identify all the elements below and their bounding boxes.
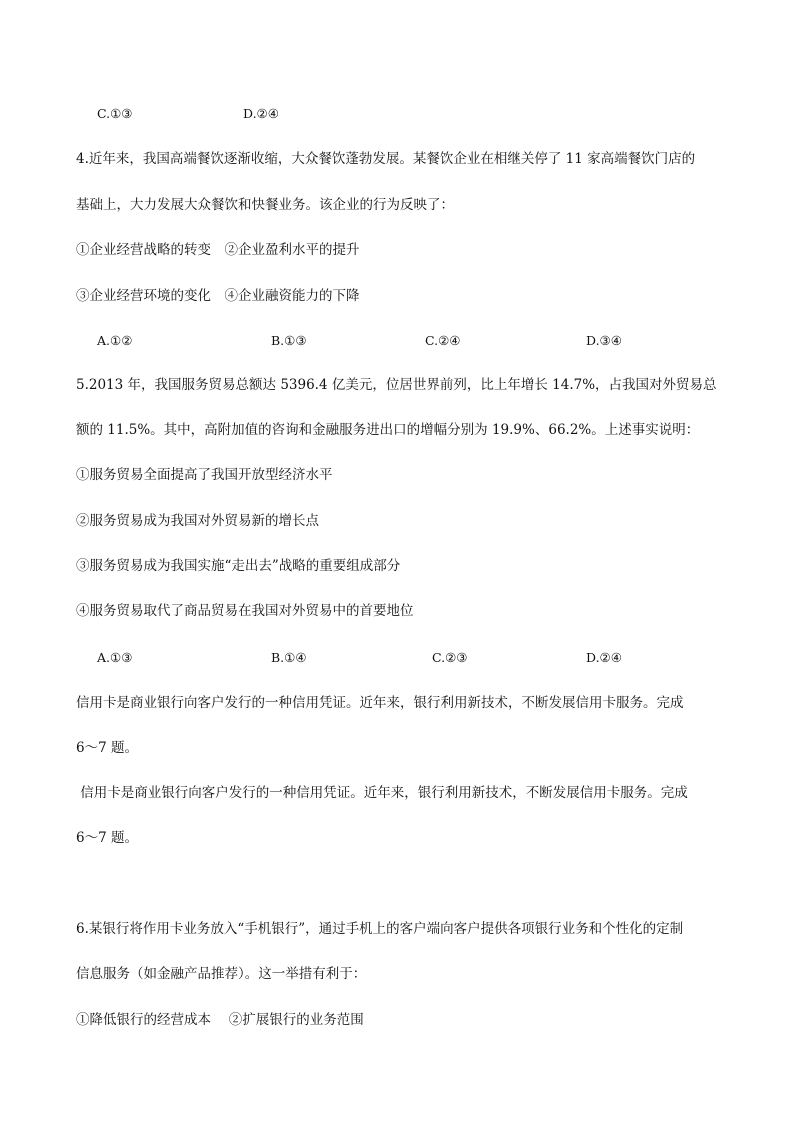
q4-stem-line2: 基础上，大力发展大众餐饮和快餐业务。该企业的行为反映了： bbox=[76, 197, 454, 213]
intro-passage-repeat-line2: 6～7 题。 bbox=[76, 830, 138, 846]
intro-passage-line2: 6～7 题。 bbox=[76, 740, 138, 756]
q4-items-line1: ①企业经营战略的转变 ②企业盈利水平的提升 bbox=[76, 242, 360, 258]
q5-item-4: ④服务贸易取代了商品贸易在我国对外贸易中的首要地位 bbox=[76, 603, 414, 619]
q5-item-3: ③服务贸易成为我国实施“走出去”战略的重要组成部分 bbox=[76, 558, 401, 574]
q3-option-c: C.①③ bbox=[97, 106, 133, 121]
q5-option-d: D.②④ bbox=[586, 650, 622, 665]
q4-option-c: C.②④ bbox=[425, 333, 461, 348]
q5-item-2: ②服务贸易成为我国对外贸易新的增长点 bbox=[76, 513, 319, 529]
q5-stem-line1: 5.2013 年，我国服务贸易总额达 5396.4 亿美元，位居世界前列，比上年增长 14.7%，占我国对外贸易总 bbox=[76, 377, 717, 393]
q6-items-line1: ①降低银行的经营成本 ②扩展银行的业务范围 bbox=[76, 1012, 364, 1028]
q4-option-d: D.③④ bbox=[586, 333, 622, 348]
q4-stem-line1: 4.近年来，我国高端餐饮逐渐收缩，大众餐饮蓬勃发展。某餐饮企业在相继关停了 11 家高端餐饮门店的 bbox=[76, 151, 696, 167]
q5-option-b: B.①④ bbox=[271, 650, 307, 665]
q5-option-a: A.①③ bbox=[97, 650, 133, 665]
q6-stem-line1: 6.某银行将作用卡业务放入“手机银行”，通过手机上的客户端向客户提供各项银行业务和个性化的定制 bbox=[76, 921, 684, 937]
q3-option-d: D.②④ bbox=[243, 106, 279, 121]
q5-item-1: ①服务贸易全面提高了我国开放型经济水平 bbox=[76, 467, 333, 483]
q5-option-c: C.②③ bbox=[432, 650, 468, 665]
q5-stem-line2: 额的 11.5%。其中，高附加值的咨询和金融服务进出口的增幅分别为 19.9%、66.2%。上述事实说明： bbox=[76, 422, 700, 438]
intro-passage-line1: 信用卡是商业银行向客户发行的一种信用凭证。近年来，银行利用新技术，不断发展信用卡服务。完成 bbox=[76, 695, 684, 711]
q6-stem-line2: 信息服务（如金融产品推荐）。这一举措有利于： bbox=[76, 966, 367, 982]
q4-items-line2: ③企业经营环境的变化 ④企业融资能力的下降 bbox=[76, 288, 360, 304]
q4-option-b: B.①③ bbox=[271, 333, 307, 348]
intro-passage-repeat-line1: 信用卡是商业银行向客户发行的一种信用凭证。近年来，银行利用新技术，不断发展信用卡服务。完成 bbox=[76, 785, 688, 801]
q4-option-a: A.①② bbox=[97, 333, 133, 348]
